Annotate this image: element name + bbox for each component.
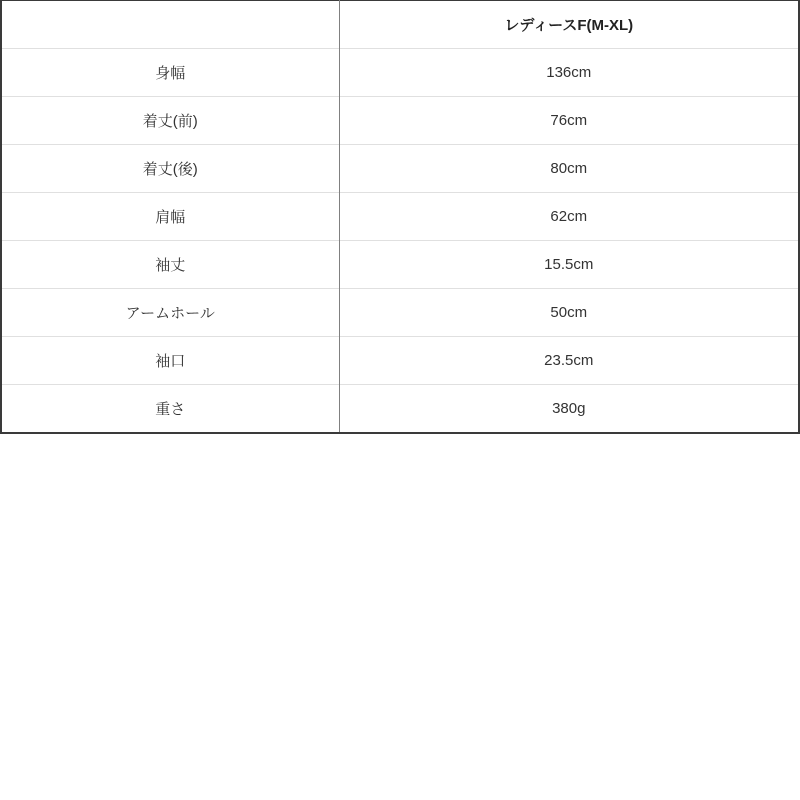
row-value: 62cm [339,193,799,241]
table-row [1,97,799,145]
table-header-row [1,1,799,49]
table-row [1,145,799,193]
row-value: 80cm [339,145,799,193]
table-row [1,289,799,337]
table-row [1,193,799,241]
row-label: 重さ [1,385,339,433]
header-size-cell: レディースF(M-XL) [339,1,799,49]
row-label: 袖口 [1,337,339,385]
table-row [1,337,799,385]
row-label: 着丈(前) [1,97,339,145]
row-value: 380g [339,385,799,433]
table-row [1,241,799,289]
row-value: 50cm [339,289,799,337]
row-label: 身幅 [1,49,339,97]
row-value: 15.5cm [339,241,799,289]
row-label: 肩幅 [1,193,339,241]
row-value: 23.5cm [339,337,799,385]
row-label: 袖丈 [1,241,339,289]
table-row [1,385,799,433]
header-label-cell [1,1,339,49]
row-value: 136cm [339,49,799,97]
row-value: 76cm [339,97,799,145]
row-label: 着丈(後) [1,145,339,193]
table-row [1,49,799,97]
row-label: アームホール [1,289,339,337]
